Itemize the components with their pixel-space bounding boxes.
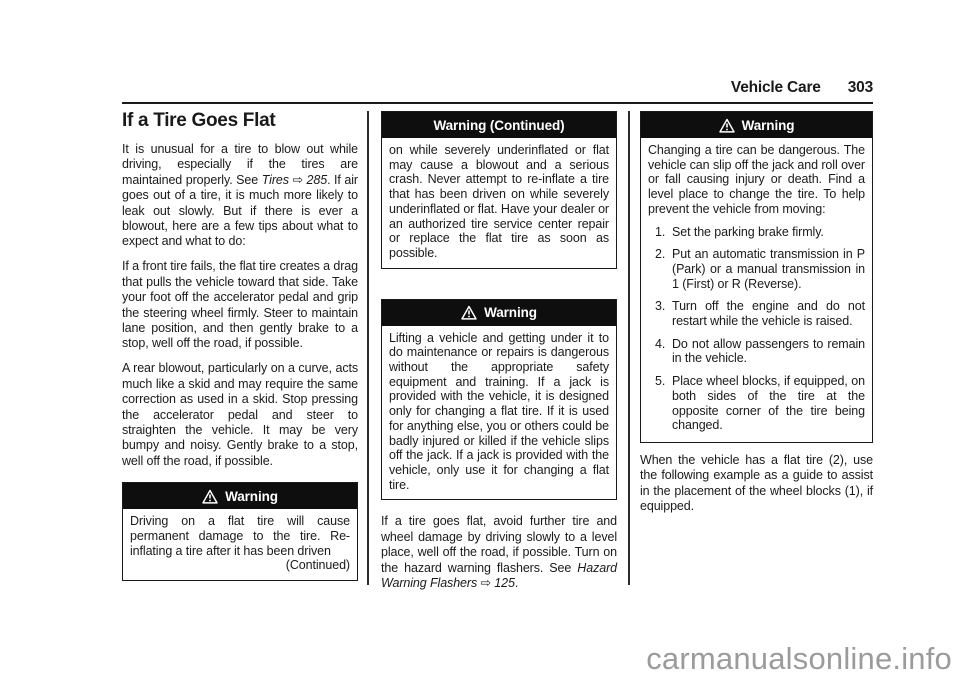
column-2 xyxy=(381,111,617,601)
warning-text: on while severely underinflated or flat may cause a blowout and a serious crash. Never attempt to re-inflate a tire that has been driven on while severely underinflated or flat. Have your dealer or an authorized tire service center repair or replace the flat tire as soon as possible. xyxy=(389,143,609,260)
page-number: 303 xyxy=(847,79,873,96)
column-1 xyxy=(122,110,358,581)
column-3 xyxy=(640,111,873,524)
paragraph-avoid-damage: If a tire goes flat, avoid further tire and wheel damage by driving slowly to a level place, well off the road, if possible. Turn on the hazard warning flashers. See Hazard Warning Flashers ⇨ 125. xyxy=(381,514,617,590)
warning-triangle-icon xyxy=(461,305,477,320)
warning-box-continued xyxy=(381,111,617,269)
warning-header xyxy=(382,300,616,326)
warning-box-lifting-vehicle xyxy=(381,299,617,501)
warning-header xyxy=(382,112,616,138)
paragraph-front-tire: If a front tire fails, the flat tire creates a drag that pulls the vehicle toward that side. Take your foot off the accelerator pedal and grip the steering wheel firmly. Steer to maintain lane position, and then gently brake to a stop, well off the road, if possible. xyxy=(122,259,358,351)
warning-steps-list xyxy=(648,225,865,433)
article-title: If a Tire Goes Flat xyxy=(122,110,276,131)
warning-body xyxy=(123,509,357,580)
warning-header xyxy=(123,483,357,509)
warning-body xyxy=(382,138,616,268)
page-header xyxy=(540,79,873,97)
warning-title: Warning xyxy=(741,117,795,133)
warning-step: 4. Do not allow passengers to remain in the vehicle. xyxy=(655,336,865,366)
warning-intro: Changing a tire can be dangerous. The vehicle can slip off the jack and roll over or fall causing injury or death. Find a level place to change the tire. To help prevent the vehicle from moving: xyxy=(648,143,865,216)
warning-box-flat-tire-damage xyxy=(122,482,358,581)
continued-label: (Continued) xyxy=(285,558,350,573)
paragraph-rear-blowout: A rear blowout, particularly on a curve, acts much like a skid and may require the same correction as used in a skid. Stop pressing the accelerator pedal and steer to straighten the vehicle. It may be very bumpy and noisy. Gently brake to a stop, well off the road, if possible. xyxy=(122,361,358,468)
warning-step: 3. Turn off the engine and do not restart while the vehicle is raised. xyxy=(655,299,865,329)
warning-box-changing-tire xyxy=(640,111,873,443)
warning-title: Warning xyxy=(484,305,537,321)
warning-body xyxy=(382,326,616,500)
warning-title: Warning xyxy=(225,488,278,504)
warning-step: 1. Set the parking brake firmly. xyxy=(655,224,824,239)
warning-text: Driving on a flat tire will cause permanent damage to the tire. Re-inflating a tire after it has been driven xyxy=(130,514,350,558)
paragraph-wheel-blocks: When the vehicle has a flat tire (2), use the following example as a guide to assist in the placement of the wheel blocks (1), if equipped. xyxy=(640,452,873,514)
warning-title: Warning (Continued) xyxy=(433,117,565,133)
warning-step: 2. Put an automatic transmission in P (Park) or a manual transmission in 1 (First) or R (Reverse). xyxy=(655,247,865,291)
watermark-text: carmanualsonline.info xyxy=(646,641,952,676)
warning-triangle-icon xyxy=(719,118,735,133)
warning-header xyxy=(641,112,872,138)
section-title: Vehicle Care xyxy=(730,79,821,96)
column-divider-2 xyxy=(628,111,630,585)
warning-body xyxy=(641,138,872,442)
header-rule xyxy=(122,102,873,104)
column-divider-1 xyxy=(367,111,369,585)
warning-step: 5. Place wheel blocks, if equipped, on both sides of the tire at the opposite corner of the tire being changed. xyxy=(655,374,865,433)
warning-text: Lifting a vehicle and getting under it to do maintenance or repairs is dangerous without the appropriate safety equipment and training. If a jack is provided with the vehicle, it is designed only for changing a flat tire. If it is used for anything else, you or others could be badly injured or killed if the vehicle slips off the jack. If a jack is provided with the vehicle, only use it for changing a flat tire. xyxy=(389,330,609,492)
paragraph-blowout-intro: It is unusual for a tire to blow out while driving, especially if the tires are maintained properly. See Tires ⇨ 285. If air goes out of a tire, it is much more likely to leak out slowly. But if there is ever a blowout, here are a few tips about what to expect and what to do: xyxy=(122,142,358,249)
warning-triangle-icon xyxy=(202,489,218,504)
